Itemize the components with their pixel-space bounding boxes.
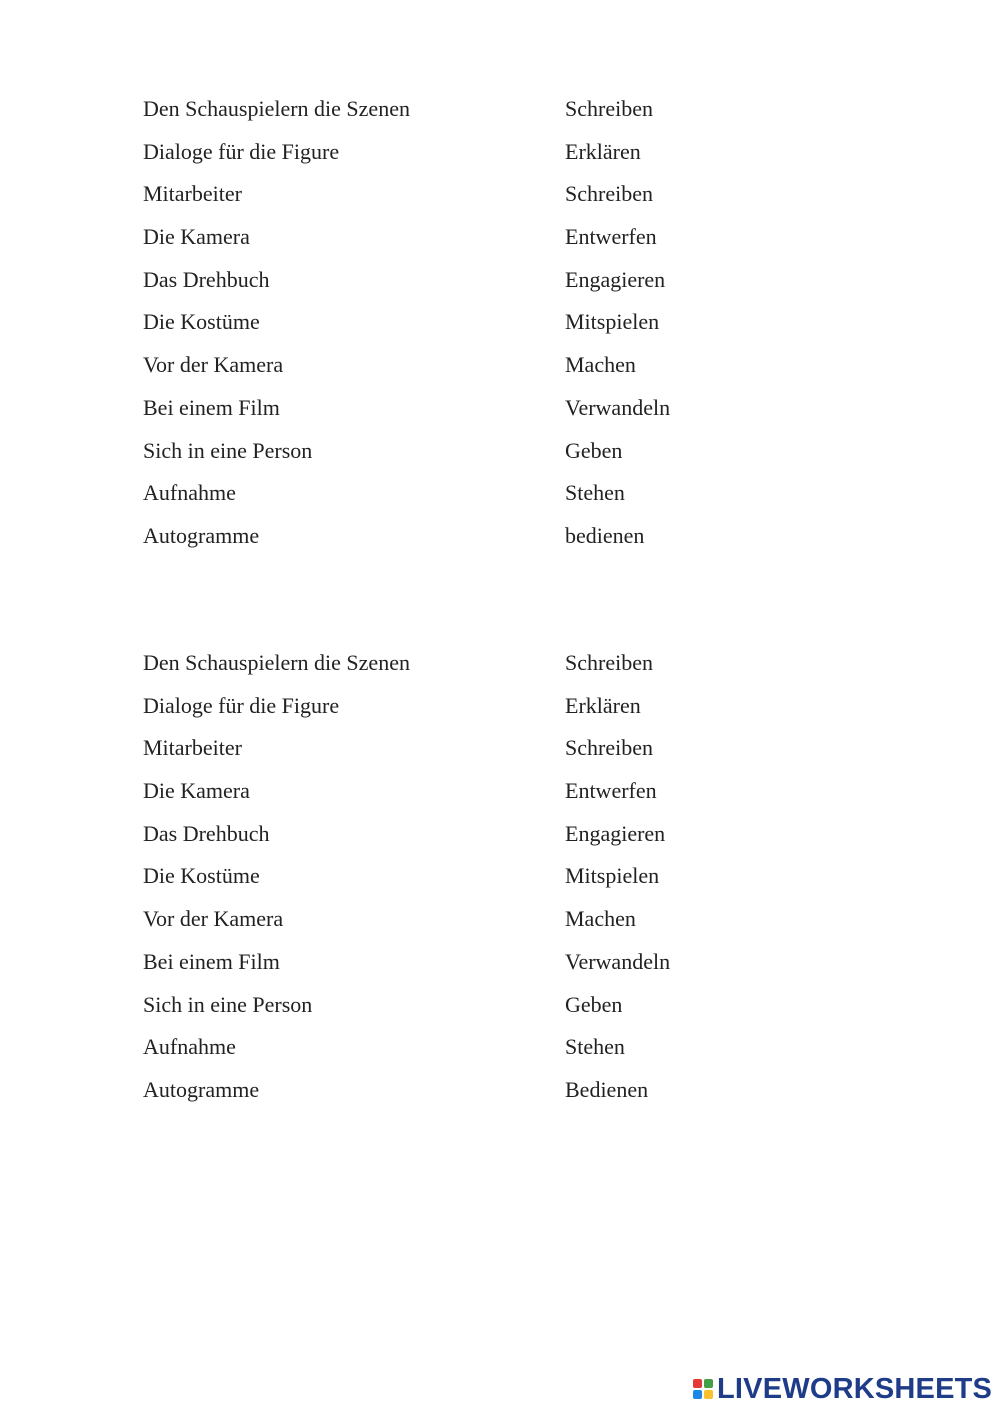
verb-text: Erklären (565, 138, 641, 164)
matching-row (143, 301, 843, 344)
phrase-text: Den Schauspielern die Szenen (143, 650, 410, 675)
phrase-text: Die Kostüme (143, 863, 260, 889)
phrase-text: Dialoge für die Figure (143, 138, 340, 164)
matching-row (143, 216, 843, 259)
phrase-text: Die Kamera (143, 778, 250, 804)
verb-text: Stehen (565, 1034, 625, 1060)
phrase-text: Bei einem Film (143, 394, 280, 420)
phrase-text: Den Schauspielern die Szenen (143, 96, 410, 121)
phrase-text: Das Drehbuch (143, 820, 270, 846)
matching-row (143, 173, 843, 216)
matching-row (143, 770, 843, 813)
verb-text: Schreiben (565, 650, 653, 675)
matching-row (143, 727, 843, 770)
verb-text: Geben (565, 991, 623, 1017)
matching-row (143, 259, 843, 302)
verb-text: Schreiben (565, 96, 653, 121)
phrase-text: Vor der Kamera (143, 352, 284, 378)
verb-text: Schreiben (565, 181, 653, 207)
matching-row (143, 344, 843, 387)
matching-row (143, 515, 843, 558)
phrase-text: Die Kamera (143, 224, 250, 250)
phrase-text: Vor der Kamera (143, 906, 284, 932)
phrase-text: Aufnahme (143, 1034, 236, 1060)
verb-text: Erklären (565, 692, 641, 718)
verb-text: Machen (565, 352, 636, 378)
verb-text: Bedienen (565, 1076, 649, 1102)
verb-text: Engagieren (565, 820, 666, 846)
phrase-text: Sich in eine Person (143, 991, 313, 1017)
phrase-text: Sich in eine Person (143, 437, 313, 463)
verb-text: Mitspielen (565, 309, 660, 335)
matching-row (143, 685, 843, 728)
phrase-text: Mitarbeiter (143, 735, 242, 761)
matching-row (143, 131, 843, 174)
matching-block-1 (143, 88, 843, 558)
verb-text: Mitspielen (565, 863, 660, 889)
phrase-text: Die Kostüme (143, 309, 260, 335)
phrase-text: Aufnahme (143, 480, 236, 506)
phrase-text: Autogramme (143, 1076, 260, 1102)
matching-row (143, 855, 843, 898)
matching-row (143, 984, 843, 1027)
liveworksheets-brand (693, 1372, 992, 1406)
verb-text: Geben (565, 437, 623, 463)
verb-text: Stehen (565, 480, 625, 506)
matching-row (143, 430, 843, 473)
verb-text: bedienen (565, 522, 645, 548)
verb-text: Entwerfen (565, 224, 657, 250)
phrase-text: Mitarbeiter (143, 181, 242, 207)
matching-row (143, 941, 843, 984)
matching-row (143, 813, 843, 856)
phrase-text: Bei einem Film (143, 948, 280, 974)
matching-row (143, 1069, 843, 1112)
phrase-text: Dialoge für die Figure (143, 692, 340, 718)
verb-text: Entwerfen (565, 778, 657, 804)
verb-text: Verwandeln (565, 948, 671, 974)
verb-text: Schreiben (565, 735, 653, 761)
liveworksheets-logo-icon (693, 1379, 713, 1399)
matching-row (143, 88, 843, 131)
verb-text: Verwandeln (565, 394, 671, 420)
verb-text: Machen (565, 906, 636, 932)
matching-row (143, 472, 843, 515)
verb-text: Engagieren (565, 266, 666, 292)
matching-block-2 (143, 642, 843, 1112)
matching-row (143, 898, 843, 941)
brand-name: LIVEWORKSHEETS (717, 1373, 993, 1405)
matching-row (143, 387, 843, 430)
phrase-text: Autogramme (143, 522, 260, 548)
matching-row (143, 642, 843, 685)
matching-row (143, 1026, 843, 1069)
phrase-text: Das Drehbuch (143, 266, 270, 292)
